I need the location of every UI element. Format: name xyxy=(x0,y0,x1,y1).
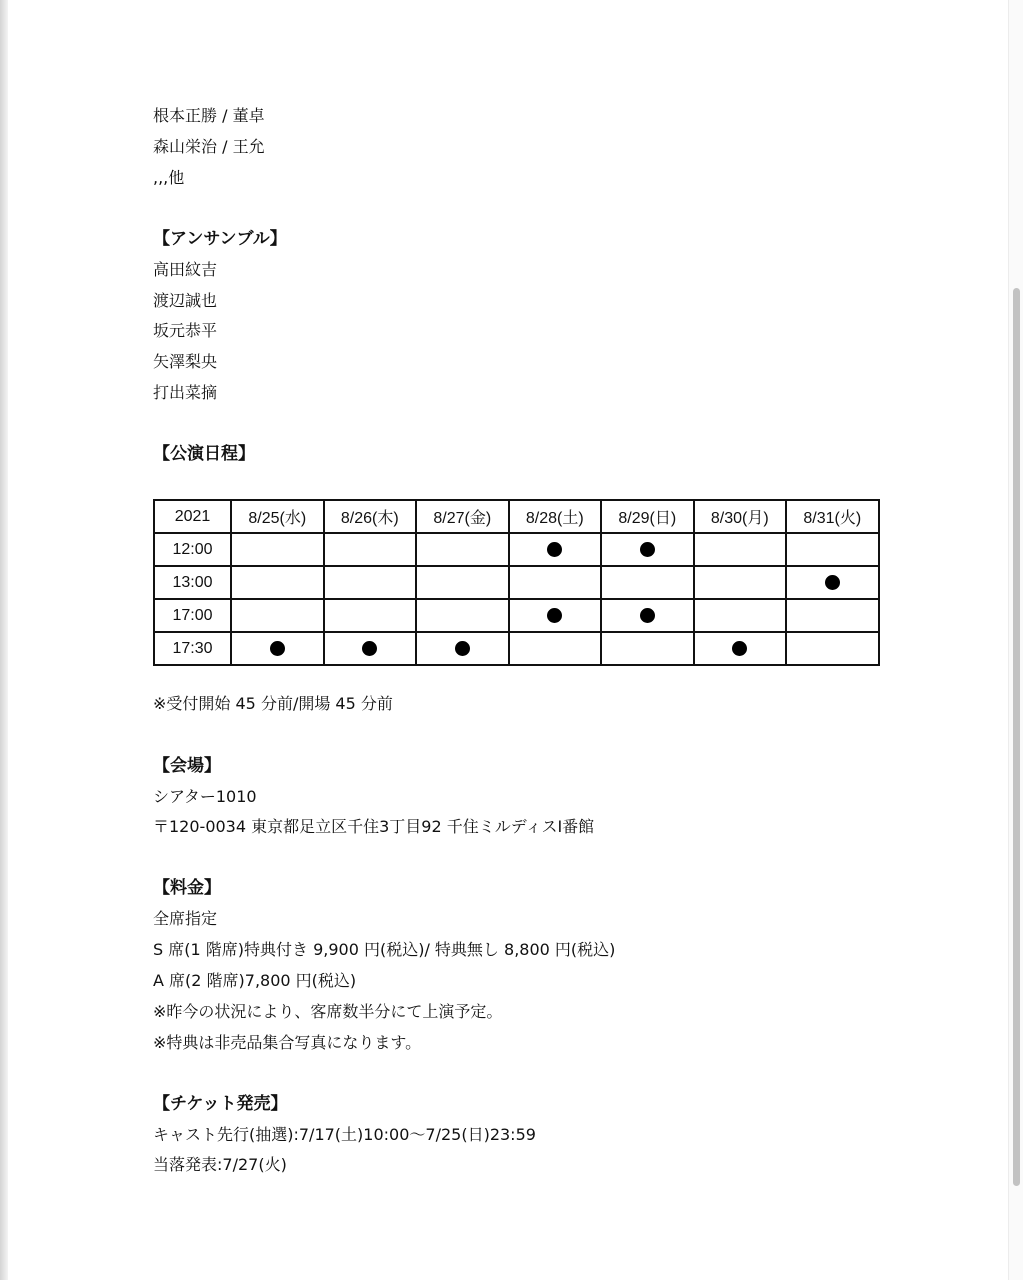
tickets-heading: 【チケット発売】 xyxy=(153,1094,288,1114)
schedule-cell xyxy=(601,599,694,632)
page-shadow-edge xyxy=(0,0,8,1280)
performance-dot xyxy=(547,542,562,557)
performance-dot xyxy=(640,542,655,557)
schedule-row xyxy=(154,599,879,632)
schedule-date-cell: 8/31(火) xyxy=(786,500,879,533)
ensemble-member: 打出菜摘 xyxy=(153,383,218,402)
cast-line-1: 根本正勝 / 董卓 xyxy=(153,106,265,125)
schedule-cell xyxy=(694,632,787,665)
schedule-time-cell: 17:30 xyxy=(154,632,231,665)
performance-dot xyxy=(455,641,470,656)
schedule-cell xyxy=(601,533,694,566)
schedule-time-cell: 13:00 xyxy=(154,566,231,599)
schedule-cell xyxy=(509,566,602,599)
tickets-line: キャスト先行(抽選):7/17(土)10:00〜7/25(日)23:59 xyxy=(153,1125,536,1144)
schedule-cell xyxy=(324,533,417,566)
schedule-row xyxy=(154,566,879,599)
schedule-header-row xyxy=(154,500,879,533)
schedule-cell xyxy=(694,599,787,632)
scrollbar-thumb[interactable] xyxy=(1013,288,1020,1186)
schedule-cell xyxy=(324,566,417,599)
cast-line-2: 森山栄治 / 王允 xyxy=(153,137,265,156)
schedule-time-cell: 12:00 xyxy=(154,533,231,566)
schedule-note: ※受付開始 45 分前/開場 45 分前 xyxy=(153,694,393,713)
schedule-cell xyxy=(416,566,509,599)
ensemble-member: 矢澤梨央 xyxy=(153,352,218,371)
schedule-row xyxy=(154,533,879,566)
schedule-time-cell: 17:00 xyxy=(154,599,231,632)
schedule-cell xyxy=(416,599,509,632)
cast-line-3: ,,,他 xyxy=(153,168,185,187)
schedule-cell xyxy=(231,533,324,566)
performance-dot xyxy=(825,575,840,590)
schedule-cell xyxy=(786,566,879,599)
schedule-cell xyxy=(509,533,602,566)
price-line: A 席(2 階席)7,800 円(税込) xyxy=(153,971,357,990)
schedule-cell xyxy=(694,566,787,599)
ensemble-member: 高田紋吉 xyxy=(153,260,218,279)
schedule-date-cell: 8/29(日) xyxy=(601,500,694,533)
schedule-cell xyxy=(231,599,324,632)
schedule-table xyxy=(153,499,880,666)
schedule-cell xyxy=(601,632,694,665)
schedule-cell xyxy=(231,632,324,665)
schedule-cell xyxy=(601,566,694,599)
schedule-heading: 【公演日程】 xyxy=(153,444,255,464)
schedule-cell xyxy=(416,632,509,665)
schedule-cell xyxy=(786,533,879,566)
performance-dot xyxy=(362,641,377,656)
performance-dot xyxy=(270,641,285,656)
performance-dot xyxy=(547,608,562,623)
schedule-cell xyxy=(231,566,324,599)
price-heading: 【料金】 xyxy=(153,878,221,898)
performance-dot xyxy=(640,608,655,623)
venue-heading: 【会場】 xyxy=(153,756,221,776)
schedule-date-cell: 8/26(木) xyxy=(324,500,417,533)
schedule-cell xyxy=(509,632,602,665)
performance-dot xyxy=(732,641,747,656)
price-line: S 席(1 階席)特典付き 9,900 円(税込)/ 特典無し 8,800 円(税込) xyxy=(153,940,616,959)
vertical-scrollbar[interactable] xyxy=(1008,0,1023,1280)
schedule-cell xyxy=(509,599,602,632)
ensemble-member: 渡辺誠也 xyxy=(153,291,218,310)
venue-address: 〒120-0034 東京都足立区千住3丁目92 千住ミルディスⅠ番館 xyxy=(153,817,595,836)
schedule-cell xyxy=(694,533,787,566)
schedule-cell xyxy=(324,632,417,665)
schedule-year-cell: 2021 xyxy=(154,500,231,533)
schedule-date-cell: 8/28(土) xyxy=(509,500,602,533)
schedule-cell xyxy=(786,599,879,632)
price-line: 全席指定 xyxy=(153,909,218,928)
schedule-date-cell: 8/27(金) xyxy=(416,500,509,533)
schedule-cell xyxy=(416,533,509,566)
schedule-cell xyxy=(324,599,417,632)
schedule-row xyxy=(154,632,879,665)
schedule-date-cell: 8/25(水) xyxy=(231,500,324,533)
venue-name: シアター1010 xyxy=(153,787,257,806)
schedule-cell xyxy=(786,632,879,665)
price-line: ※特典は非売品集合写真になります。 xyxy=(153,1033,422,1052)
ensemble-member: 坂元恭平 xyxy=(153,321,218,340)
price-line: ※昨今の状況により、客席数半分にて上演予定。 xyxy=(153,1002,503,1021)
tickets-line: 当落発表:7/27(火) xyxy=(153,1155,287,1174)
ensemble-heading: 【アンサンブル】 xyxy=(153,229,287,249)
schedule-date-cell: 8/30(月) xyxy=(694,500,787,533)
